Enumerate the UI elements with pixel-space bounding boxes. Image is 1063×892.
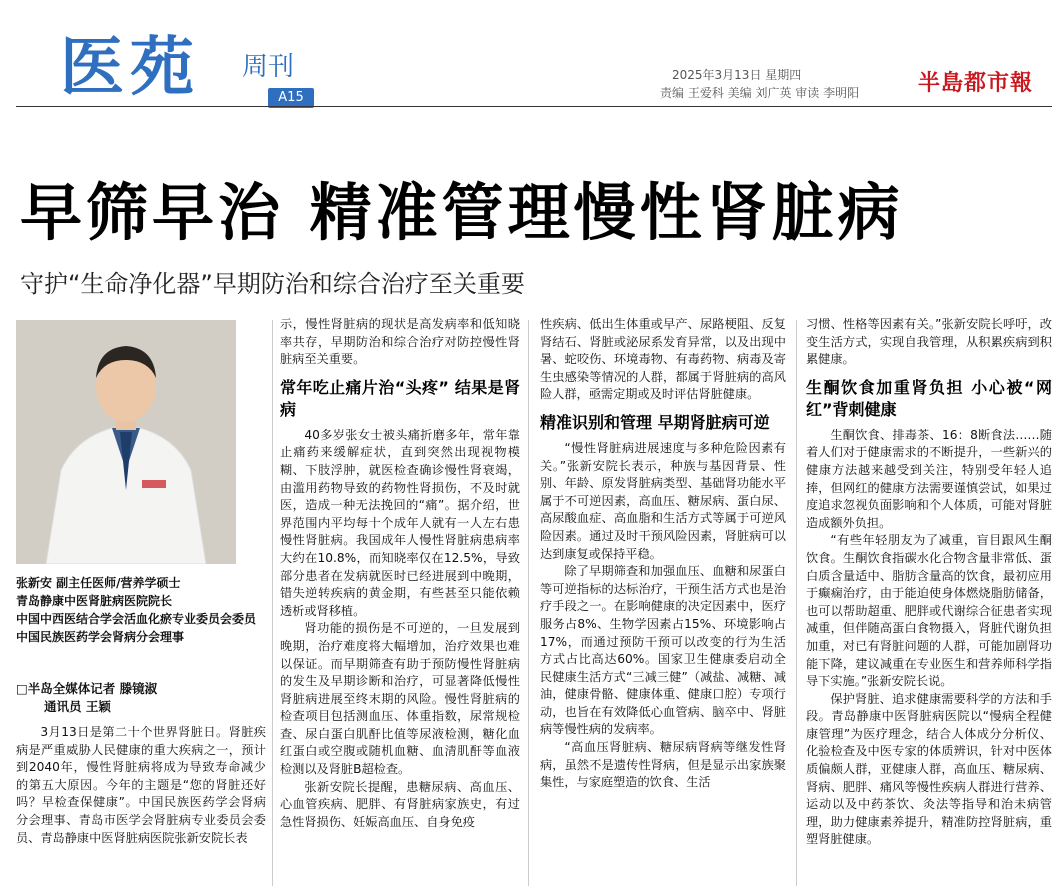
column-divider (528, 320, 529, 886)
section-heading: 生酮饮食加重肾负担 小心被“网红”背刺健康 (806, 377, 1052, 419)
weekly-label: 周刊 (242, 52, 295, 82)
paragraph: 3月13日是第二十个世界肾脏日。肾脏疾病是严重威胁人民健康的重大疾病之一，预计到2040年，慢性肾脏病将成为导致寿命减少的第五大原因。今年的主题是“您的肾脏还好吗？早检查保健康”。中国民族医药学会肾病分会理事、青岛市医学会肾脏病专业委员会委员、青岛静康中医肾脏病医院张新安院长表 (16, 725, 266, 845)
reporter-line: □半岛全媒体记者 滕镜淑 (16, 681, 158, 696)
subheadline: 守护“生命净化器”早期防治和综合治疗至关重要 (20, 270, 525, 298)
paragraph: “高血压肾脏病、糖尿病肾病等继发性肾病，虽然不是遗传性肾病，但是显示出家族聚集性，与家庭塑造的饮食、生活 (540, 740, 786, 790)
paragraph: 张新安院长提醒，患糖尿病、高血压、心血管疾病、肥胖、有肾脏病家族史，有过急性肾损伤、妊娠高血压、自身免疫 (280, 779, 520, 829)
correspondent-line: 通讯员 王颖 (44, 699, 111, 714)
section-title: 医苑 (60, 31, 200, 105)
page-number-badge: A15 (268, 88, 314, 108)
paragraph: 40多岁张女士被头痛折磨多年，常年靠止痛药来缓解症状，直到突然出现视物模糊、下肢浮肿，就医检查确诊慢性肾衰竭，由滥用药物导致的药物性肾损伤，不及时就医，造成一种无法挽回的“痛”。据介绍，世界范围内平均每十个成年人就有一人左右患慢性肾脏病。我国成年人慢性肾脏病患病率大约在10.8%，而知晓率仅在12.5%，导致部分患者在发病就医时已经进展到中晚期，错失逆转疾病的黄金期，有些甚至只能依赖透析或肾移植。 (280, 427, 520, 618)
byline (16, 680, 157, 716)
paragraph: “慢性肾脏病进展速度与多种危险因素有关。”张新安院长表示，种族与基因背景、性别、年龄、原发肾脏病类型、基础肾功能水平属于不可逆因素，高血压、糖尿病、蛋白尿、高尿酸血症、高血脂和生活方式等属于可逆风险因素。通过及时干预风险因素，肾脏病可以达到康复或保持平稳。 (540, 440, 786, 561)
doctor-illustration (16, 320, 236, 564)
paragraph: 习惯、性格等因素有关。”张新安院长呼吁，改变生活方式，实现自我管理，从积累疾病到积累健康。 (806, 317, 1052, 367)
paragraph: “有些年轻朋友为了减重，盲目跟风生酮饮食。生酮饮食指碳水化合物含量非常低、蛋白质含量适中、脂肪含量高的饮食，最初应用于癫痫治疗，由于能迫使身体燃烧脂肪储备，也可以帮助超重、肥胖或代谢综合征患者实现减重，但伴随高蛋白食物摄入，肾脏代谢负担加重，对已有肾脏问题的人群，可能加剧肾功能下降，建议减重在专业医生和营养师科学指导下实施。”张新安院长说。 (806, 533, 1052, 689)
paragraph: 生酮饮食、排毒茶、16：8断食法……随着人们对于健康需求的不断提升，一些新兴的健康方法越来越受到关注，特别受年轻人追捧，但网红的健康方法需要谨慎尝试，如果过度追求忽视负面影响和个人体质，可能对肾脏造成额外负担。 (806, 427, 1052, 530)
editors-line: 责编 王爱科 美编 刘广英 审读 李明阳 (660, 86, 860, 100)
caption-line: 张新安 副主任医师/营养学硕士 (16, 576, 181, 590)
column-divider (272, 320, 273, 886)
caption-line: 中国民族医药学会肾病分会理事 (16, 630, 185, 644)
masthead-divider (16, 106, 1052, 107)
paragraph: 除了早期筛查和加强血压、血糖和尿蛋白等可逆指标的达标治疗，干预生活方式也是治疗手段之一。在影响健康的决定因素中，医疗服务占8%、生物学因素占15%、环境影响占17%，而通过预防干预可以改变的行为生活方式占比高达60%。国家卫生健康委启动全民健康生活方式“三减三健”（减盐、减糖、减油，健康骨骼、健康体重、健康口腔）专项行动，也旨在有效降低心血管病、脑卒中、肾脏病等慢性病的发病率。 (540, 564, 786, 737)
section-heading: 常年吃止痛片治“头疼” 结果是肾病 (280, 377, 520, 419)
paragraph: 肾功能的损伤是不可逆的，一旦发展到晚期，治疗难度将大幅增加，治疗效果也难以保证。而早期筛查有助于预防慢性肾脏病的发生及早期诊断和治疗，可显著降低慢性肾脏病进展至终末期的风险。慢性肾脏病的检查项目包括测血压、体重指数，尿常规检查、尿白蛋白肌酐比值等尿液检测，糖化血红蛋白或空腹或随机血糖、血清肌酐等血液检测以及肾脏B超检查。 (280, 621, 520, 777)
column-2 (280, 316, 520, 888)
doctor-photo (16, 320, 236, 564)
headline: 早筛早治 精准管理慢性肾脏病 (20, 176, 904, 249)
photo-caption (16, 574, 266, 646)
date-line: 2025年3月13日 星期四 (672, 68, 802, 82)
caption-line: 青岛静康中医肾脏病医院院长 (16, 594, 173, 608)
column-1 (16, 724, 266, 884)
newspaper-logo: 半島都市報 (918, 70, 1034, 96)
column-3 (540, 316, 786, 888)
paragraph: 保护肾脏、追求健康需要科学的方法和手段。青岛静康中医肾脏病医院以“慢病全程健康管理”为医疗理念，结合人体成分分析仪、化验检查及中医专家的体质辨识，针对中医体质偏颇人群，亚健康人群，高血压、糖尿病、肾病、肥胖、痛风等慢性疾病人群进行营养、运动以及中药茶饮、灸法等指导和治未病管理，助力健康素养提升，精准防控肾脏病，重塑肾脏健康。 (806, 691, 1052, 847)
paragraph: 性疾病、低出生体重或早产、尿路梗阻、反复肾结石、肾脏或泌尿系发育异常，以及出现中暑、蛇咬伤、环境毒物、有毒药物、病毒及寄生虫感染等情况的人群，都属于肾脏病的高风险人群，亟需定期或及时评估肾脏健康。 (540, 317, 786, 402)
caption-line: 中国中西医结合学会活血化瘀专业委员会委员 (16, 612, 257, 626)
paragraph: 示，慢性肾脏病的现状是高发病率和低知晓率共存，早期防治和综合治疗对防控慢性肾脏病至关重要。 (280, 317, 520, 367)
column-divider (796, 320, 797, 886)
section-heading: 精准识别和管理 早期肾脏病可逆 (540, 412, 770, 432)
column-4 (806, 316, 1052, 888)
